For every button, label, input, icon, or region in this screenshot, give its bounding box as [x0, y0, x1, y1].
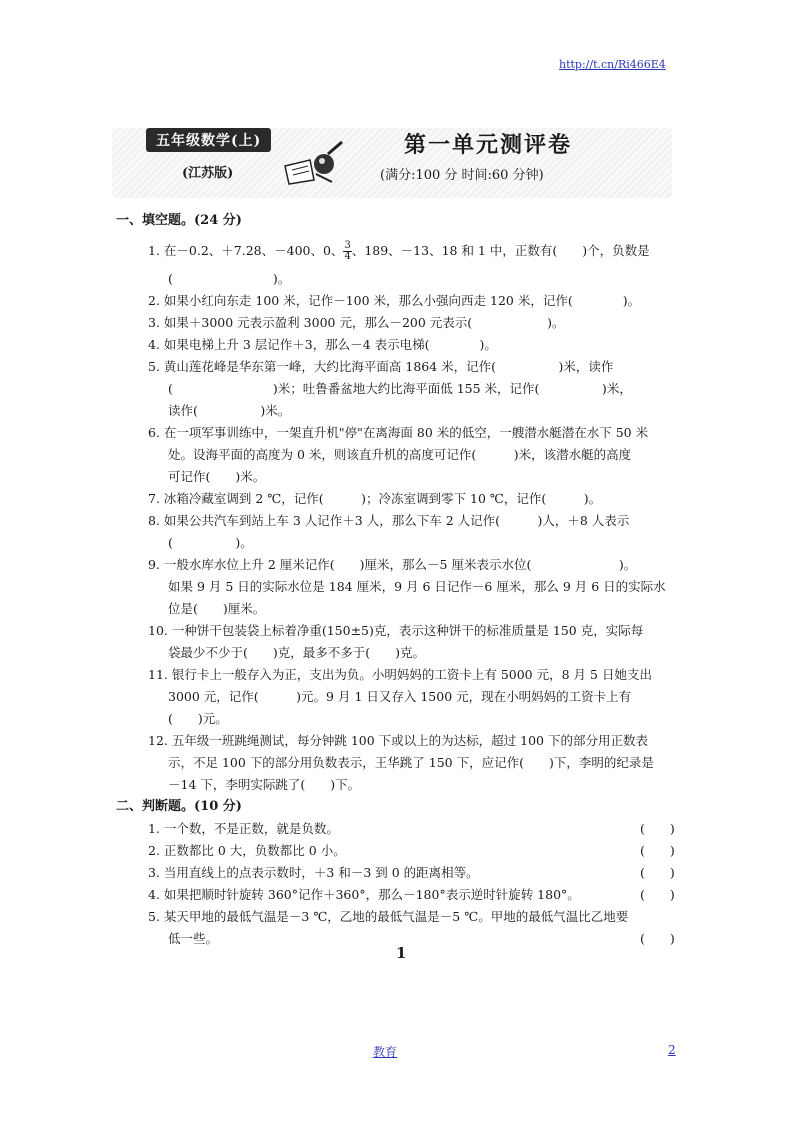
question-9-line-1: 9. 一般水库水位上升 2 厘米记作( )厘米，那么－5 厘米表示水位( )。 — [148, 557, 637, 572]
question-12-line-1: 12. 五年级一班跳绳测试，每分钟跳 100 下或以上的为达标，超过 100 下的部分用正数表 — [148, 733, 648, 748]
page-number: 1 — [396, 944, 407, 962]
book-pen-icon — [280, 138, 350, 188]
answer-bracket: ( ) — [640, 887, 675, 902]
question-1-line-1 — [148, 240, 684, 262]
question-12-line-2: 示，不足 100 下的部分用负数表示，王华跳了 150 下，应记作( )下，李明的纪录是 — [168, 755, 654, 770]
question-9-line-2: 如果 9 月 5 日的实际水位是 184 厘米，9 月 6 日记作－6 厘米，那么 9 月 6 日的实际水 — [168, 579, 666, 594]
tf-question-3: 3. 当用直线上的点表示数时，＋3 和－3 到 0 的距离相等。 — [148, 865, 479, 880]
tf-question-5-line-1: 5. 某天甲地的最低气温是－3 ℃，乙地的最低气温是－5 ℃。甲地的最低气温比乙地要 — [148, 909, 629, 924]
tf-question-1: 1. 一个数，不是正数，就是负数。 — [148, 821, 339, 836]
question-6-line-2: 处。设海平面的高度为 0 米，则该直升机的高度可记作( )米，该潜水艇的高度 — [168, 447, 632, 462]
edition-label: (江苏版) — [182, 166, 234, 181]
footer-link[interactable]: 教育 — [373, 1045, 398, 1059]
footer-page-index[interactable]: 2 — [668, 1043, 676, 1057]
question-1-line-2: ( )。 — [168, 271, 291, 286]
exam-info: (满分:100 分 时间:60 分钟) — [380, 168, 544, 183]
question-12-line-3: －14 下，李明实际跳了( )下。 — [168, 777, 361, 792]
question-text: 1. 在－0.2、＋7.28、－400、0、 — [148, 243, 344, 258]
section-true-false-title: 二、判断题。(10 分) — [116, 799, 242, 814]
question-6-line-1: 6. 在一项军事训练中，一架直升机"停"在离海面 80 米的低空，一艘潜水艇潜在水下 50 米 — [148, 425, 649, 440]
question-9-line-3: 位是( )厘米。 — [168, 601, 266, 616]
question-10-line-2: 袋最少不少于( )克，最多不多于( )克。 — [168, 645, 426, 660]
question-5-line-1: 5. 黄山莲花峰是华东第一峰，大约比海平面高 1864 米，记作( )米，读作 — [148, 359, 614, 374]
question-11-line-2: 3000 元，记作( )元。9 月 1 日又存入 1500 元，现在小明妈妈的工资卡上有 — [168, 689, 632, 704]
exam-title: 第一单元测评卷 — [404, 132, 573, 158]
section-fill-in-title: 一、填空题。(24 分) — [116, 213, 242, 228]
question-text: 、189、－13、18 和 1 中，正数有( )个，负数是 — [351, 243, 650, 258]
question-8-line-1: 8. 如果公共汽车到站上车 3 人记作＋3 人，那么下车 2 人记作( )人，＋8 人表示 — [148, 513, 630, 528]
question-8-line-2: ( )。 — [168, 535, 253, 550]
header-banner — [112, 120, 682, 200]
grade-label: 五年级数学(上) — [146, 128, 271, 152]
question-10-line-1: 10. 一种饼干包装袋上标着净重(150±5)克，表示这种饼干的标准质量是 150 克，实际每 — [148, 623, 644, 638]
question-11-line-3: ( )元。 — [168, 711, 228, 726]
question-3: 3. 如果＋3000 元表示盈利 3000 元，那么－200 元表示( )。 — [148, 315, 565, 330]
question-11-line-1: 11. 银行卡上一般存入为正，支出为负。小明妈妈的工资卡上有 5000 元，8 月 5 日她支出 — [148, 667, 652, 682]
tf-question-4: 4. 如果把顺时针旋转 360°记作＋360°，那么－180°表示逆时针旋转 180°。 — [148, 887, 580, 902]
tf-question-2: 2. 正数都比 0 大，负数都比 0 小。 — [148, 843, 346, 858]
tf-question-5-line-2: 低一些。 — [168, 931, 219, 946]
question-6-line-3: 可记作( )米。 — [168, 469, 266, 484]
answer-bracket: ( ) — [640, 931, 675, 946]
question-5-line-3: 读作( )米。 — [168, 403, 291, 418]
answer-bracket: ( ) — [640, 843, 675, 858]
answer-bracket: ( ) — [640, 865, 675, 880]
question-4: 4. 如果电梯上升 3 层记作＋3，那么－4 表示电梯( )。 — [148, 337, 497, 352]
answer-bracket: ( ) — [640, 821, 675, 836]
question-7: 7. 冰箱冷藏室调到 2 ℃，记作( )；冷冻室调到零下 10 ℃，记作( )。 — [148, 491, 602, 506]
question-5-line-2: ( )米；吐鲁番盆地大约比海平面低 155 米，记作( )米， — [168, 381, 632, 396]
top-link[interactable]: http://t.cn/Ri466E4 — [559, 58, 666, 71]
question-2: 2. 如果小红向东走 100 米，记作－100 米，那么小强向西走 120 米，记作( )。 — [148, 293, 641, 308]
fraction: $\frac{3}{4}$ — [344, 240, 351, 262]
